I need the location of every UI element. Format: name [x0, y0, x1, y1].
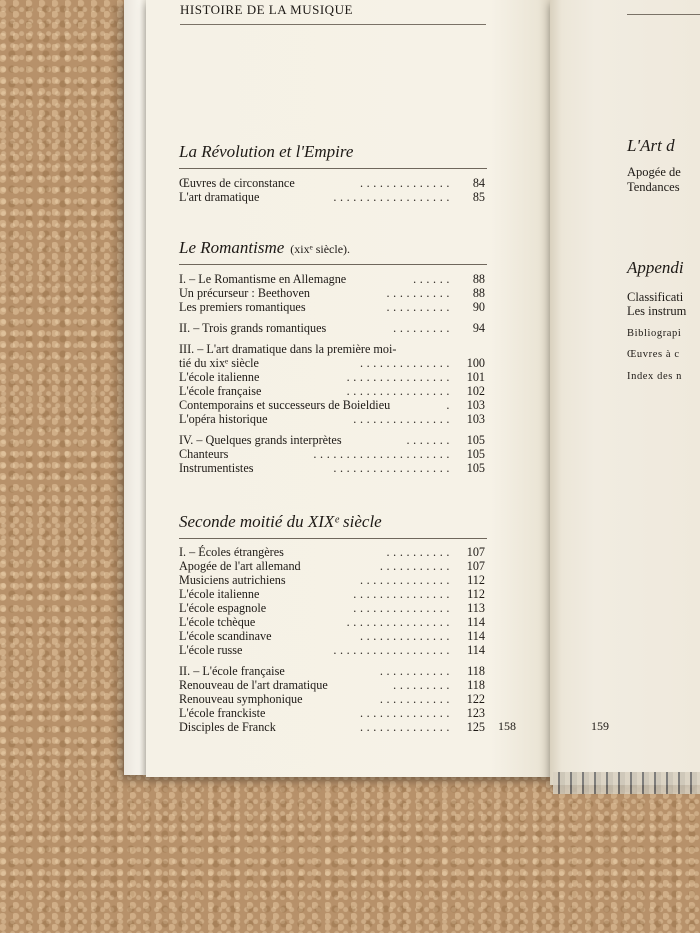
toc-leader: ..................: [333, 461, 453, 475]
toc-leader: ................: [346, 384, 453, 398]
toc-page: 114: [467, 643, 485, 657]
toc-entry: [179, 559, 485, 573]
toc-leader: ..............: [359, 356, 453, 370]
toc-page: 102: [466, 384, 485, 398]
toc-label: Les instrum: [627, 304, 687, 318]
toc-entry: [179, 384, 485, 398]
toc-label: IV. – Quelques grands interprètes: [179, 433, 342, 447]
toc-page: 94: [472, 321, 485, 335]
toc-label-oeuvres: Œuvres à c: [627, 349, 680, 360]
toc-label: Apogée de l'art allemand: [179, 559, 301, 573]
toc-entry: [179, 272, 485, 286]
toc-entry: [179, 629, 485, 643]
toc-label: L'opéra historique: [179, 412, 268, 426]
toc-leader: ......: [413, 272, 453, 286]
toc-leader: ................: [346, 370, 453, 384]
toc-label: I. – Écoles étrangères: [179, 545, 284, 559]
toc-label: Œuvres de circonstance: [179, 176, 295, 190]
toc-page: 118: [467, 678, 485, 692]
section-rule: [179, 264, 487, 265]
toc-page: 112: [467, 573, 485, 587]
toc-label: L'école française: [179, 384, 262, 398]
toc-label: Disciples de Franck: [179, 720, 276, 734]
toc-page: 113: [467, 601, 485, 615]
toc-entry: [179, 678, 485, 692]
section-title-art: L'Art d: [627, 136, 675, 155]
toc-entry: [179, 342, 485, 356]
toc-label: L'école tchèque: [179, 615, 256, 629]
toc-page: 107: [466, 545, 485, 559]
toc-entry: [179, 433, 485, 447]
section-title-revolution: [179, 142, 353, 162]
toc-page: 103: [466, 412, 485, 426]
toc-leader: ..............: [359, 176, 453, 190]
toc-page: 90: [472, 300, 485, 314]
toc-leader: ..........: [386, 300, 453, 314]
toc-entry: [179, 300, 485, 314]
toc-entry: [179, 190, 485, 204]
toc-label: Un précurseur : Beethoven: [179, 286, 310, 300]
toc-label: Chanteurs: [179, 447, 229, 461]
toc-leader: .......: [406, 433, 453, 447]
running-head-rule: [627, 14, 700, 15]
toc-page: 103: [466, 398, 485, 412]
toc-label: L'école franckiste: [179, 706, 266, 720]
section-title-text: La Révolution et l'Empire: [179, 142, 354, 161]
section-rule: [179, 168, 487, 169]
toc-label: L'école russe: [179, 643, 243, 657]
toc-page: 118: [467, 664, 485, 678]
toc-entry: [179, 573, 485, 587]
toc-label: I. – Le Romantisme en Allemagne: [179, 272, 347, 286]
section-subtitle: (xixᵉ siècle).: [290, 242, 351, 256]
toc-page: 112: [467, 587, 485, 601]
toc-page: 84: [472, 176, 485, 190]
toc-label: Musiciens autrichiens: [179, 573, 286, 587]
section-title-appendice: Appendi: [627, 258, 684, 277]
toc-entry: [179, 398, 485, 412]
toc-page: 125: [466, 720, 485, 734]
toc-leader: ..........: [386, 286, 453, 300]
toc-entry: [179, 615, 485, 629]
section-title-text: Le Romantisme: [179, 238, 285, 257]
toc-leader: ..............: [359, 573, 453, 587]
toc-label: II. – L'école française: [179, 664, 285, 678]
running-head-rule: [180, 24, 486, 25]
toc-leader: ..............: [359, 706, 453, 720]
toc-entry: [179, 176, 485, 190]
toc-entry: [179, 643, 485, 657]
toc-leader: ..................: [333, 643, 453, 657]
toc-leader: .........: [393, 321, 453, 335]
toc-label: tié du xixᵉ siècle: [179, 356, 259, 370]
toc-label: Instrumentistes: [179, 461, 254, 475]
section-title-seconde-moitie: [179, 512, 382, 532]
toc-label-index: Index des n: [627, 371, 683, 382]
toc-page: 88: [472, 272, 485, 286]
toc-leader: ..................: [333, 190, 453, 204]
toc-entry: [179, 286, 485, 300]
toc-page: 101: [466, 370, 485, 384]
toc-leader: ..........: [386, 545, 453, 559]
toc-leader: .........: [393, 678, 453, 692]
toc-leader: ...............: [353, 601, 453, 615]
toc-entry: [179, 447, 485, 461]
toc-leader: .....................: [313, 447, 453, 461]
toc-page: 88: [472, 286, 485, 300]
toc-label: Contemporains et successeurs de Boieldieu: [179, 398, 391, 412]
toc-label: L'école italienne: [179, 370, 260, 384]
toc-leader: ...........: [379, 692, 453, 706]
toc-label: Tendances: [627, 180, 680, 194]
toc-entry: [179, 692, 485, 706]
toc-leader: ...........: [379, 664, 453, 678]
toc-entry: [179, 321, 485, 335]
toc-page: 114: [467, 615, 485, 629]
toc-label: Renouveau symphonique: [179, 692, 303, 706]
book-cover-strip: [553, 772, 700, 794]
toc-page: 100: [466, 356, 485, 370]
toc-leader: ...........: [379, 559, 453, 573]
page-number-right: 159: [591, 719, 609, 733]
toc-page: 107: [466, 559, 485, 573]
running-head: HISTOIRE DE LA MUSIQUE: [180, 2, 353, 17]
toc-label: Renouveau de l'art dramatique: [179, 678, 328, 692]
section-title-text: Seconde moitié du XIXᵉ siècle: [179, 512, 382, 531]
section-title-romantisme: [179, 238, 350, 258]
toc-page: 114: [467, 629, 485, 643]
toc-label-bibliographie: Bibliograpi: [627, 328, 682, 339]
toc-label: III. – L'art dramatique dans la première moi-: [179, 342, 397, 356]
toc-leader: ...............: [353, 587, 453, 601]
toc-label: L'école scandinave: [179, 629, 272, 643]
toc-leader: ...............: [353, 412, 453, 426]
toc-entry: [179, 664, 485, 678]
toc-label: L'art dramatique: [179, 190, 260, 204]
toc-entry: [179, 461, 485, 475]
toc-label: Apogée de: [627, 165, 681, 179]
toc-page: 85: [472, 190, 485, 204]
toc-leader: ................: [346, 615, 453, 629]
left-page: [146, 0, 550, 777]
toc-page: 105: [466, 461, 485, 475]
toc-label: L'école espagnole: [179, 601, 267, 615]
toc-leader: ..............: [359, 629, 453, 643]
toc-label: Les premiers romantiques: [179, 300, 306, 314]
toc-entry: [179, 370, 485, 384]
toc-label: Classificati: [627, 290, 684, 304]
toc-page: 122: [466, 692, 485, 706]
page-number-left: 158: [498, 719, 516, 733]
toc-entry: [179, 412, 485, 426]
toc-label: II. – Trois grands romantiques: [179, 321, 327, 335]
toc-leader: ..............: [359, 720, 453, 734]
toc-entry: [179, 706, 485, 720]
toc-page: 105: [466, 433, 485, 447]
section-rule: [179, 538, 487, 539]
toc-entry: [179, 356, 485, 370]
toc-page: 123: [466, 706, 485, 720]
toc-entry: [179, 720, 485, 734]
right-page: [550, 0, 700, 785]
toc-entry: [179, 545, 485, 559]
toc-label: L'école italienne: [179, 587, 260, 601]
toc-entry: [179, 601, 485, 615]
toc-entry: [179, 587, 485, 601]
toc-leader: .: [446, 398, 453, 412]
toc-page: 105: [466, 447, 485, 461]
